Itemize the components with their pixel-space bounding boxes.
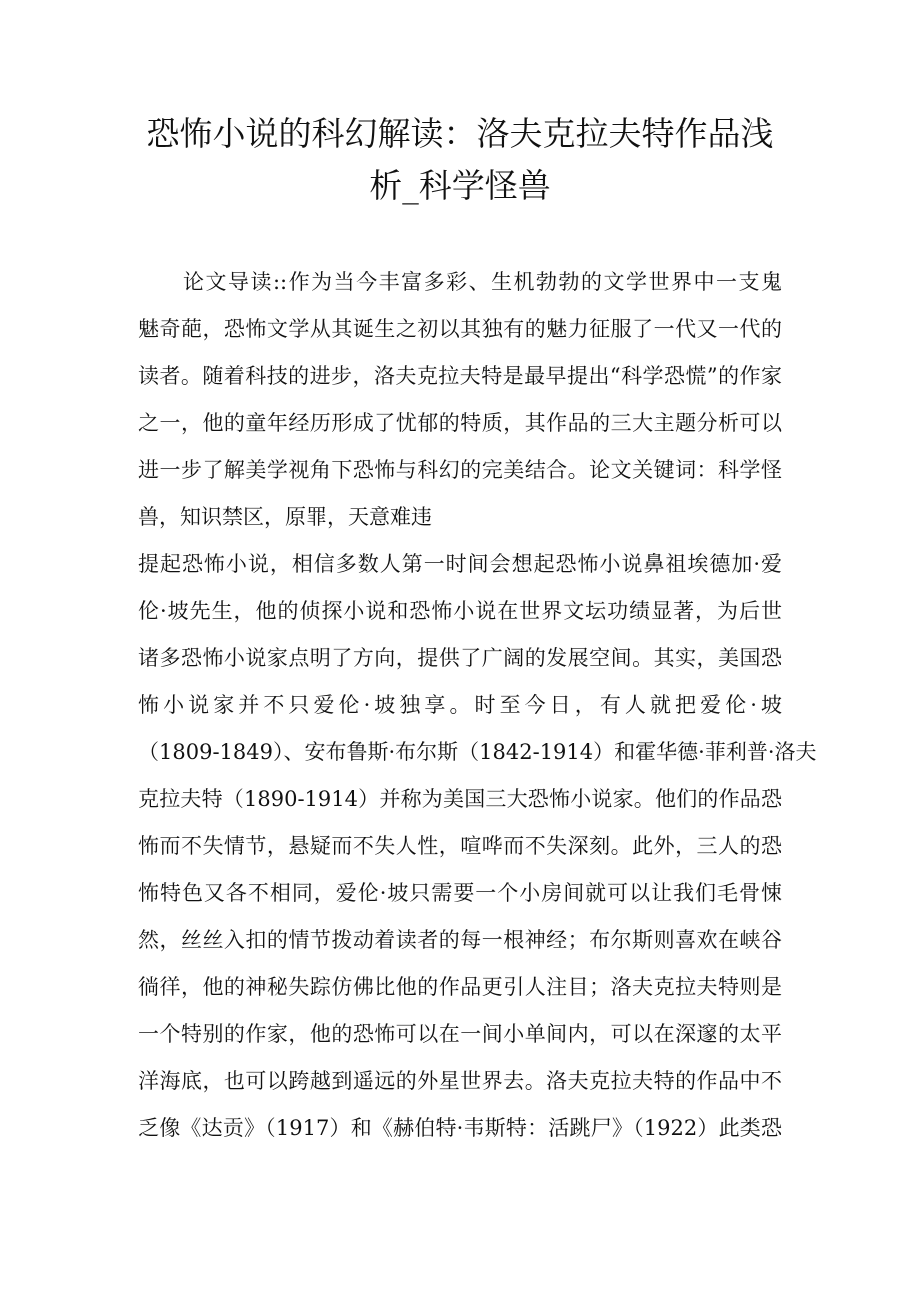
text-line: 之一，他的童年经历形成了忧郁的特质，其作品的三大主题分析可以	[138, 411, 782, 435]
body-paragraph	[138, 541, 817, 1152]
title-line: 恐怖小说的科幻解读：洛夫克拉夫特作品浅	[146, 114, 774, 153]
text-line: 乏像《达贡》（1917）和《赫伯特·韦斯特：活跳尸》（1922）此类恐	[138, 1116, 782, 1140]
title-line: 析_科学怪兽	[369, 166, 551, 205]
text-line: 一个特别的作家，他的恐怖可以在一间小单间内，可以在深邃的太平	[138, 1022, 782, 1046]
text-line: 提起恐怖小说，相信多数人第一时间会想起恐怖小说鼻祖埃德加·爱	[138, 552, 782, 576]
text-line: 怖特色又各不相同，爱伦·坡只需要一个小房间就可以让我们毛骨悚	[138, 881, 782, 905]
document-body	[138, 259, 817, 1152]
abstract-paragraph	[138, 259, 782, 541]
text-line: 进一步了解美学视角下恐怖与科幻的完美结合。论文关键词：科学怪	[138, 458, 782, 482]
text-line: 论文导读::作为当今丰富多彩、生机勃勃的文学世界中一支鬼	[183, 270, 782, 294]
text-line: 诸多恐怖小说家点明了方向，提供了广阔的发展空间。其实，美国恐	[138, 646, 782, 670]
text-line: 怖小说家并不只爱伦·坡独享。时至今日，有人就把爱伦·坡	[138, 693, 782, 717]
text-line: 克拉夫特（1890-1914）并称为美国三大恐怖小说家。他们的作品恐	[138, 787, 782, 811]
text-line: 读者。随着科技的进步，洛夫克拉夫特是最早提出“科学恐慌”的作家	[138, 364, 782, 388]
text-line: 洋海底，也可以跨越到遥远的外星世界去。洛夫克拉夫特的作品中不	[138, 1069, 782, 1093]
text-line: 徜徉，他的神秘失踪仿佛比他的作品更引人注目；洛夫克拉夫特则是	[138, 975, 782, 999]
text-line: 魅奇葩，恐怖文学从其诞生之初以其独有的魅力征服了一代又一代的	[138, 317, 782, 341]
text-line: 怖而不失情节，悬疑而不失人性，喧哗而不失深刻。此外，三人的恐	[138, 834, 782, 858]
text-line: 伦·坡先生，他的侦探小说和恐怖小说在世界文坛功绩显著，为后世	[138, 599, 782, 623]
text-line: 然，丝丝入扣的情节拨动着读者的每一根神经；布尔斯则喜欢在峡谷	[138, 928, 782, 952]
text-line: （1809-1849）、安布鲁斯·布尔斯（1842-1914）和霍华德·菲利普·洛夫	[138, 740, 817, 764]
document-title	[130, 108, 790, 212]
text-line: 兽，知识禁区，原罪，天意难违	[138, 505, 432, 529]
